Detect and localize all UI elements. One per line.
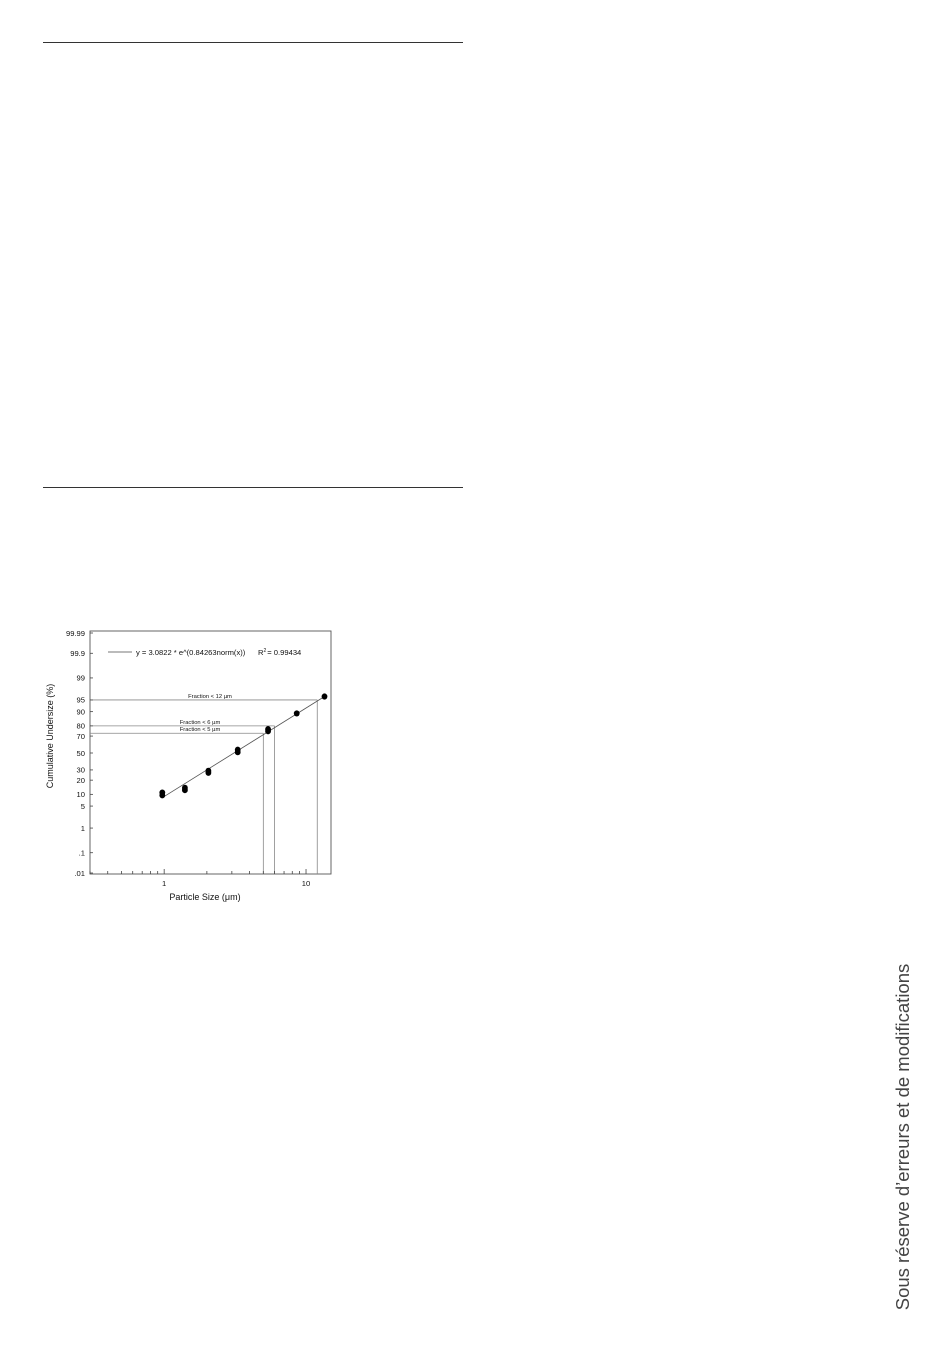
r-squared-label: $R^2= 0.99434$ <box>258 648 302 657</box>
y-tick-label: 10 <box>76 790 85 800</box>
x-tick-label: 1 <box>162 879 167 888</box>
fraction-guides <box>90 694 317 874</box>
x-tick-label: 10 <box>301 879 311 888</box>
plot-frame <box>90 631 331 874</box>
data-point <box>205 768 211 774</box>
y-axis-ticks <box>66 629 93 878</box>
fraction-label: Fraction < 6 µm <box>179 719 221 726</box>
legend <box>108 648 301 657</box>
y-tick-label: 95 <box>76 695 85 705</box>
side-note-text: Sous réserve d’erreurs et de modifications <box>892 963 913 1311</box>
plot-area-border <box>90 631 331 874</box>
y-tick-label: 99.9 <box>70 649 85 659</box>
y-tick-label: 50 <box>76 748 85 758</box>
y-axis-label: Cumulative Undersize (%) <box>45 683 55 789</box>
fit-line <box>162 697 324 798</box>
fraction-label: Fraction < 5 µm <box>179 727 221 734</box>
y-tick-label: 90 <box>76 707 85 717</box>
y-tick-label: 1 <box>80 823 85 833</box>
y-tick-label: 80 <box>76 721 85 731</box>
x-axis-ticks <box>90 869 310 888</box>
y-tick-label: .01 <box>74 868 85 878</box>
data-point <box>159 789 165 795</box>
data-point <box>294 710 300 716</box>
y-tick-label: 30 <box>76 765 85 775</box>
y-tick-label: 99 <box>76 673 85 683</box>
fit-line-group <box>162 697 324 798</box>
data-points <box>159 693 327 798</box>
y-tick-label: 99.99 <box>65 628 85 638</box>
y-tick-label: 5 <box>80 801 85 811</box>
y-tick-label: .1 <box>78 848 85 858</box>
data-point <box>182 785 188 791</box>
data-point <box>265 726 271 732</box>
fraction-label: Fraction < 12 µm <box>188 693 232 700</box>
y-tick-label: 20 <box>76 775 85 785</box>
data-point <box>322 693 328 699</box>
x-axis-label: Particle Size (μm) <box>169 892 241 902</box>
data-point <box>235 747 241 753</box>
legend-label: y = 3.0822 * e^(0.84263norm(x)) <box>136 648 246 657</box>
y-tick-label: 70 <box>76 731 85 741</box>
